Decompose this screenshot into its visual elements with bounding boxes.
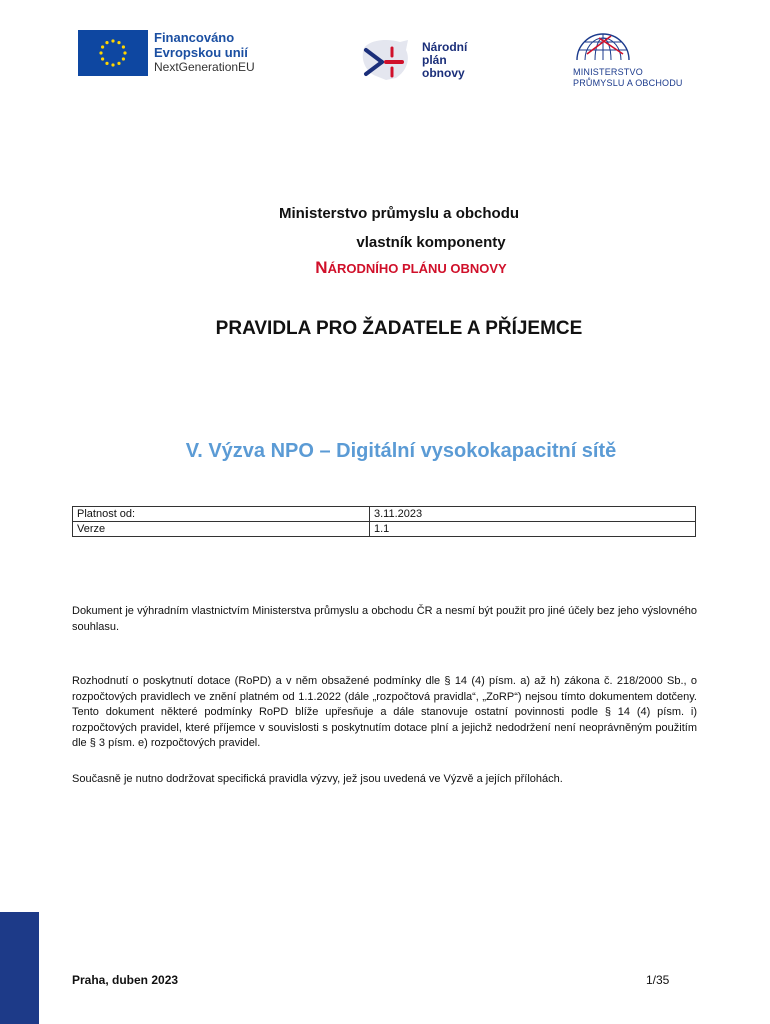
decorative-side-bar [0,912,39,1024]
document-meta-table [72,506,696,537]
valid-from-label: Platnost od: [73,507,370,522]
ownership-notice: Dokument je výhradním vlastnictvím Ministerstva průmyslu a obchodu ČR a nesmí být použit pro jiné účely bez jeho výslovného souhlasu. [72,605,697,633]
npo-logo [356,36,467,84]
npo-logo-line2: plán [422,52,447,67]
legal-basis-paragraph: Rozhodnutí o poskytnutí dotace (RoPD) a v něm obsažené podmínky dle § 14 (4) písm. a) až h) zákona č. 218/2000 Sb., o rozpočtových pravidlech ve znění platném od 1.1.2022 (dále „rozpočtová pravidla“, „ZoRP“) nejsou tímto dokumentem dotčeny. Tento dokument některé podmínky RoPD blíže upřesňuje a dále stanovuje ostatní povinnosti podle § 14 (4) písm. i) rozpočtových pravidel, které příjemce v souvislosti s poskytnutím dotace plní a jejichž nedodržení není neoprávněným použitím dle § 3 písm. e) rozpočtových pravidel. [72,675,697,749]
mpo-logo-line2: PRŮMYSLU A OBCHODU [573,78,683,88]
table-row [73,522,696,537]
document-owner-role: vlastník komponenty [356,234,506,251]
page-number: 1/35 [646,973,670,987]
npo-title [26,258,770,278]
npo-title-initial: N [315,258,328,277]
mpo-globe-icon [573,30,633,62]
npo-logo-line1: Národní [422,39,468,54]
document-title: PRAVIDLA PRO ŽADATELE A PŘÍJEMCE [215,318,583,339]
eu-logo-line1: Financováno [154,30,235,45]
eu-flag-icon [78,30,148,76]
mpo-logo [573,30,703,89]
call-title: V. Výzva NPO – Digitální vysokokapacitní sítě [185,440,617,462]
place-date: Praha, duben 2023 [72,973,179,987]
eu-logo-line3: NextGenerationEU [154,60,255,74]
eu-logo-line2: Evropskou unií [154,45,248,60]
eu-funding-logo [78,30,255,76]
specific-rules-paragraph: Současně je nutno dodržovat specifická pravidla výzvy, jež jsou uvedená ve Výzvě a jejích přílohách. [72,773,563,785]
npo-logo-line3: obnovy [422,65,465,80]
version-value: 1.1 [370,522,696,537]
npo-emblem-icon [356,36,414,84]
table-row [73,507,696,522]
mpo-logo-line1: MINISTERSTVO [573,67,643,77]
npo-title-rest: ÁRODNÍHO PLÁNU OBNOVY [327,261,507,276]
document-owner: Ministerstvo průmyslu a obchodu [278,205,520,222]
valid-from-value: 3.11.2023 [370,507,696,522]
version-label: Verze [73,522,370,537]
